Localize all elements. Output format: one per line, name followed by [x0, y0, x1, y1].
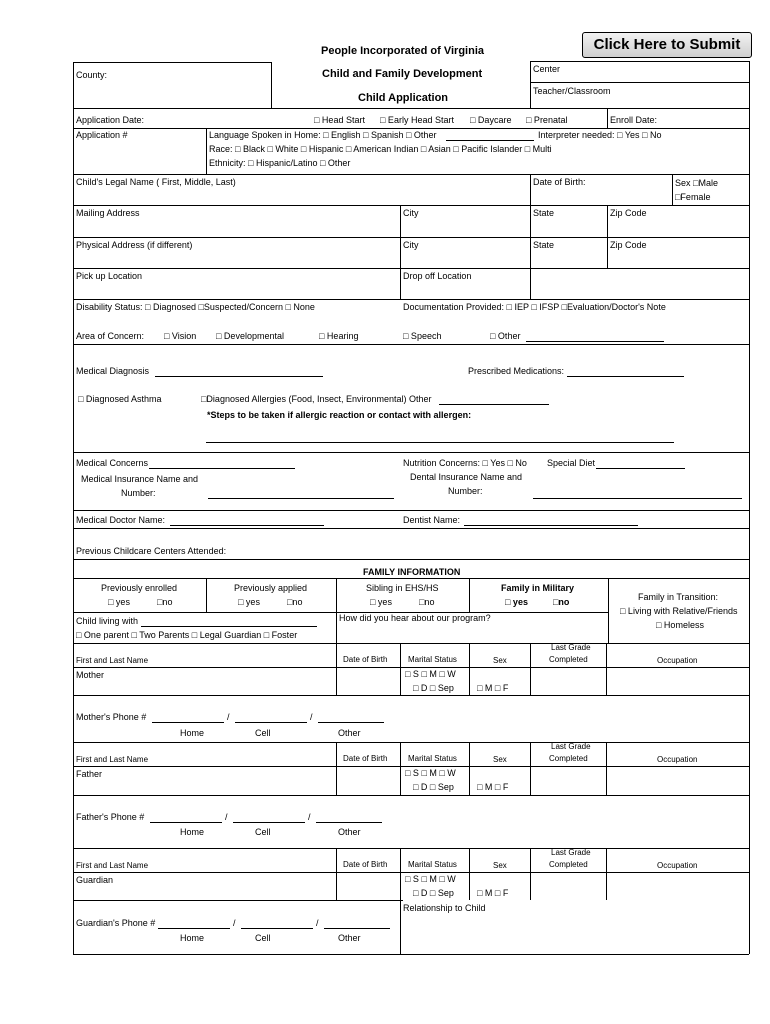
slash-sep: /	[227, 712, 230, 722]
mother-cell-label: Cell	[255, 728, 271, 738]
form-title: Child Application	[358, 92, 449, 104]
sibling-yes[interactable]: □ yes	[370, 597, 392, 607]
slash-sep: /	[233, 918, 236, 928]
father-home-label: Home	[180, 827, 205, 837]
mailing-city-label: City	[403, 208, 419, 218]
slash-sep: /	[310, 712, 313, 722]
mother-dob-header: Date of Birth	[343, 655, 388, 664]
mother-occupation-header: Occupation	[657, 656, 698, 665]
mother-grade-header-1: Last Grade	[551, 643, 591, 652]
father-other-label: Other	[338, 827, 361, 837]
guardian-other-label: Other	[338, 933, 361, 943]
guardian-home-label: Home	[180, 933, 205, 943]
slash-sep: /	[316, 918, 319, 928]
allergy-steps-label: *Steps to be taken if allergic reaction or contact with allergen:	[207, 410, 472, 420]
county-label: County:	[76, 70, 108, 80]
prescribed-medications-label: Prescribed Medications:	[468, 366, 565, 376]
nutrition-options[interactable]: Nutrition Concerns: □ Yes □ No	[403, 458, 527, 468]
father-label: Father	[76, 769, 103, 779]
vision-checkbox[interactable]: □ Vision	[164, 331, 197, 341]
area-of-concern-label: Area of Concern:	[76, 331, 145, 341]
physical-zip-label: Zip Code	[610, 240, 647, 250]
enroll-date-label: Enroll Date:	[610, 115, 658, 125]
org-title: People Incorporated of Virginia	[321, 45, 484, 57]
guardian-occupation-header: Occupation	[657, 861, 698, 870]
father-sex-options[interactable]: □ M □ F	[477, 782, 509, 792]
sex-male-checkbox[interactable]: Sex □Male	[675, 178, 718, 188]
daycare-checkbox[interactable]: □ Daycare	[470, 115, 512, 125]
father-grade-header-2: Completed	[549, 754, 588, 763]
father-grade-header-1: Last Grade	[551, 742, 591, 751]
mother-label: Mother	[76, 670, 105, 680]
medical-insurance-number-label: Number:	[121, 488, 156, 498]
mother-name-header: First and Last Name	[76, 656, 149, 665]
center-label: Center	[533, 64, 561, 74]
guardian-sex-options[interactable]: □ M □ F	[477, 888, 509, 898]
father-marital-header: Marital Status	[408, 754, 457, 763]
dental-insurance-number-label: Number:	[448, 486, 483, 496]
guardian-grade-header-1: Last Grade	[551, 848, 591, 857]
prev-applied-label: Previously applied	[234, 583, 308, 593]
prev-enrolled-yes[interactable]: □ yes	[108, 597, 130, 607]
father-name-header: First and Last Name	[76, 755, 149, 764]
sibling-no[interactable]: □no	[419, 597, 435, 607]
father-marital-options-1[interactable]: □ S □ M □ W	[405, 768, 456, 778]
sex-female-checkbox[interactable]: □Female	[675, 192, 711, 202]
guardian-name-header: First and Last Name	[76, 861, 149, 870]
documentation-options[interactable]: Documentation Provided: □ IEP □ IFSP □Evaluation/Doctor's Note	[403, 302, 666, 312]
application-date-label: Application Date:	[76, 115, 145, 125]
slash-sep: /	[225, 812, 228, 822]
father-phone-label: Father's Phone #	[76, 812, 145, 822]
transition-label: Family in Transition:	[638, 592, 719, 602]
father-occupation-header: Occupation	[657, 755, 698, 764]
mother-marital-options-2[interactable]: □ D □ Sep	[413, 683, 454, 693]
mother-other-label: Other	[338, 728, 361, 738]
mailing-zip-label: Zip Code	[610, 208, 647, 218]
mother-phone-label: Mother's Phone #	[76, 712, 147, 722]
mother-home-label: Home	[180, 728, 205, 738]
guardian-label: Guardian	[76, 875, 114, 885]
prenatal-checkbox[interactable]: □ Prenatal	[526, 115, 568, 125]
dental-insurance-label: Dental Insurance Name and	[410, 472, 523, 482]
military-yes[interactable]: □ yes	[505, 597, 528, 607]
mother-marital-options-1[interactable]: □ S □ M □ W	[405, 669, 456, 679]
prev-enrolled-no[interactable]: □no	[157, 597, 173, 607]
child-living-with-label: Child living with	[76, 616, 139, 626]
military-label: Family in Military	[501, 583, 575, 593]
mother-sex-header: Sex	[493, 656, 507, 665]
father-sex-header: Sex	[493, 755, 507, 764]
prev-enrolled-label: Previously enrolled	[101, 583, 178, 593]
medical-diagnosis-label: Medical Diagnosis	[76, 366, 150, 376]
submit-button[interactable]: Click Here to Submit	[582, 32, 752, 58]
medical-insurance-label: Medical Insurance Name and	[81, 474, 199, 484]
ethnicity-options[interactable]: Ethnicity: □ Hispanic/Latino □ Other	[209, 158, 351, 168]
mother-grade-header-2: Completed	[549, 655, 588, 664]
living-relative-checkbox[interactable]: □ Living with Relative/Friends	[620, 606, 738, 616]
guardian-marital-header: Marital Status	[408, 860, 457, 869]
early-head-start-checkbox[interactable]: □ Early Head Start	[380, 115, 454, 125]
living-options[interactable]: □ One parent □ Two Parents □ Legal Guardian □ Foster	[76, 630, 298, 640]
sibling-label: Sibling in EHS/HS	[366, 583, 439, 593]
hearing-checkbox[interactable]: □ Hearing	[319, 331, 359, 341]
developmental-checkbox[interactable]: □ Developmental	[216, 331, 284, 341]
head-start-checkbox[interactable]: □ Head Start	[314, 115, 365, 125]
heard-about-label: How did you hear about our program?	[339, 613, 491, 623]
physical-state-label: State	[533, 240, 555, 250]
dept-title: Child and Family Development	[322, 68, 483, 80]
mother-marital-header: Marital Status	[408, 655, 457, 664]
mother-sex-options[interactable]: □ M □ F	[477, 683, 509, 693]
language-options[interactable]: Language Spoken in Home: □ English □ Spanish □ Other	[209, 130, 437, 140]
dob-label: Date of Birth:	[533, 177, 586, 187]
guardian-marital-options-1[interactable]: □ S □ M □ W	[405, 874, 456, 884]
father-marital-options-2[interactable]: □ D □ Sep	[413, 782, 454, 792]
physical-city-label: City	[403, 240, 419, 250]
guardian-grade-header-2: Completed	[549, 860, 588, 869]
race-options[interactable]: Race: □ Black □ White □ Hispanic □ American Indian □ Asian □ Pacific Islander □ Multi	[209, 144, 552, 154]
guardian-cell-label: Cell	[255, 933, 271, 943]
asthma-checkbox[interactable]: □ Diagnosed Asthma	[78, 394, 162, 404]
other-concern-checkbox[interactable]: □ Other	[490, 331, 521, 341]
disability-status-options[interactable]: Disability Status: □ Diagnosed □Suspected/Concern □ None	[76, 302, 315, 312]
guardian-dob-header: Date of Birth	[343, 860, 388, 869]
physical-address-label: Physical Address (if different)	[76, 240, 193, 250]
guardian-marital-options-2[interactable]: □ D □ Sep	[413, 888, 454, 898]
application-number-label: Application #	[76, 130, 128, 140]
medical-doctor-label: Medical Doctor Name:	[76, 515, 166, 525]
special-diet-label: Special Diet	[547, 458, 596, 468]
homeless-checkbox[interactable]: □ Homeless	[656, 620, 704, 630]
military-no[interactable]: □no	[553, 597, 570, 607]
prev-applied-no[interactable]: □no	[287, 597, 303, 607]
teacher-label: Teacher/Classroom	[533, 86, 611, 96]
interpreter-options[interactable]: Interpreter needed: □ Yes □ No	[538, 130, 662, 140]
mailing-state-label: State	[533, 208, 555, 218]
guardian-phone-label: Guardian's Phone #	[76, 918, 156, 928]
medical-concerns-label: Medical Concerns	[76, 458, 149, 468]
father-dob-header: Date of Birth	[343, 754, 388, 763]
dentist-label: Dentist Name:	[403, 515, 461, 525]
mailing-address-label: Mailing Address	[76, 208, 140, 218]
guardian-sex-header: Sex	[493, 861, 507, 870]
father-cell-label: Cell	[255, 827, 271, 837]
family-info-title: FAMILY INFORMATION	[363, 567, 461, 577]
previous-childcare-label: Previous Childcare Centers Attended:	[76, 546, 227, 556]
relationship-label: Relationship to Child	[403, 903, 486, 913]
allergies-checkbox[interactable]: □Diagnosed Allergies (Food, Insect, Environmental) Other	[201, 394, 432, 404]
slash-sep: /	[308, 812, 311, 822]
pickup-label: Pick up Location	[76, 271, 143, 281]
prev-applied-yes[interactable]: □ yes	[238, 597, 260, 607]
dropoff-label: Drop off Location	[403, 271, 472, 281]
speech-checkbox[interactable]: □ Speech	[403, 331, 442, 341]
child-name-label: Child's Legal Name ( First, Middle, Last)	[76, 177, 236, 187]
